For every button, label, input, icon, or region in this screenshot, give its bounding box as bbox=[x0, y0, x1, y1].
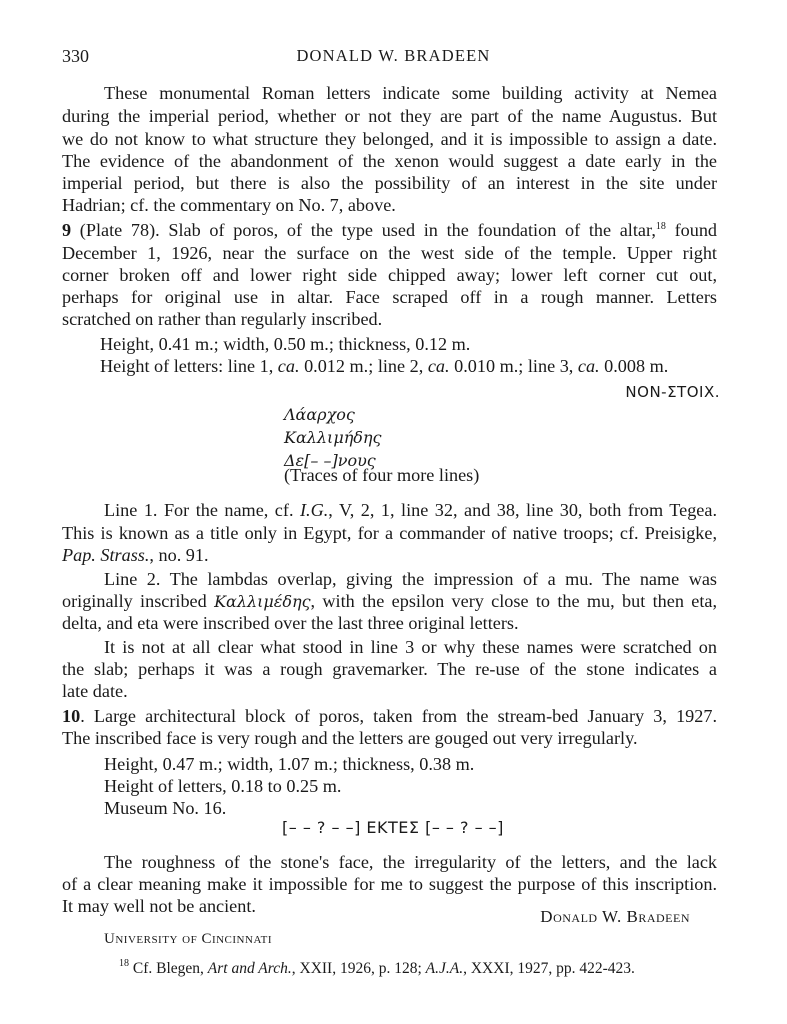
text-line: imperial period, but there is also the possibility of an interest in the site under bbox=[62, 173, 717, 193]
text-line: Hadrian; cf. the commentary on No. 7, above. bbox=[62, 195, 396, 215]
text-line bbox=[62, 221, 717, 239]
entry-text: found bbox=[665, 220, 718, 240]
text: Art and Arch. bbox=[207, 960, 292, 977]
text: Cf. Blegen, bbox=[129, 960, 208, 977]
text-line: of a clear meaning make it impossible for me to suggest the purpose of this inscription. bbox=[62, 874, 717, 894]
text: , XXII, 1926, p. 128; bbox=[291, 960, 426, 977]
text-line: we do not know to what structure they belonged, and it is impossible to assign a date. bbox=[62, 129, 717, 149]
text: ca. bbox=[277, 356, 300, 376]
text: , V, 2, 1, line 32, and 38, line 30, both from Tegea. bbox=[328, 500, 717, 520]
inscription-line: [– – ? – –] ΕΚΤΕΣ [– – ? – –] bbox=[282, 818, 504, 837]
text: 0.008 m. bbox=[599, 356, 669, 376]
text: 0.012 m.; line 2, bbox=[299, 356, 428, 376]
text-line bbox=[62, 592, 717, 610]
text: 0.010 m.; line 3, bbox=[449, 356, 578, 376]
text-line bbox=[104, 501, 717, 519]
text: , XXXI, 1927, pp. 422-423. bbox=[463, 960, 635, 977]
text-line: the slab; perhaps it was a rough gravemarker. The re-use of the stone indicates a bbox=[62, 659, 717, 679]
text-line: The inscribed face is very rough and the letters are gouged out very irregularly. bbox=[62, 728, 638, 748]
text: Pap. Strass. bbox=[62, 545, 150, 565]
text: . Large architectural block of poros, taken from the stream-bed January 3, 1927. bbox=[80, 706, 717, 726]
text-line: during the imperial period, whether or not they are part of the name Augustus. But bbox=[62, 106, 717, 126]
text-line: corner broken off and lower right side chipped away; lower left corner cut out, bbox=[62, 265, 717, 285]
text-line: December 1, 1926, near the surface on the west side of the temple. Upper right bbox=[62, 243, 717, 263]
text-line: delta, and eta were inscribed over the last three original letters. bbox=[62, 613, 519, 633]
text: ca. bbox=[427, 356, 450, 376]
inscription-line: Δε[– –]νους bbox=[284, 451, 376, 470]
text-line: perhaps for original use in altar. Face scraped off in a rough manner. Letters bbox=[62, 287, 717, 307]
entry-number: 10 bbox=[62, 706, 81, 726]
text: , with the epsilon very close to the mu, but then eta, bbox=[310, 591, 717, 611]
affiliation: University of Cincinnati bbox=[104, 931, 273, 947]
text-line: scratched on rather than regularly inscribed. bbox=[62, 309, 383, 329]
entry-number: 9 bbox=[62, 220, 72, 240]
footnote-mark: 18 bbox=[119, 958, 129, 969]
text-line: It is not at all clear what stood in line 3 or why these names were scratched on bbox=[104, 637, 717, 657]
letter-heights bbox=[100, 357, 668, 375]
text-line: The evidence of the abandonment of the xenon would suggest a date early in the bbox=[62, 151, 717, 171]
running-title: DONALD W. BRADEEN bbox=[296, 46, 491, 65]
text: originally inscribed bbox=[62, 591, 215, 611]
page-number: 330 bbox=[62, 46, 89, 66]
inscription-line: Λάαρχος bbox=[284, 405, 355, 424]
author-signature: Donald W. Bradeen bbox=[540, 907, 690, 926]
text-line: This is known as a title only in Egypt, for a commander of native troops; cf. Preisigke, bbox=[62, 523, 717, 543]
museum-number: Museum No. 16. bbox=[104, 798, 227, 818]
inscription-line: Καλλιμήδης bbox=[284, 428, 382, 447]
text: , no. 91. bbox=[149, 545, 209, 565]
footnote bbox=[119, 960, 635, 978]
text: Height of letters: line 1, bbox=[100, 356, 278, 376]
text: I.G. bbox=[299, 500, 329, 520]
stoichedon-note: NON-ΣΤΟΙΧ. bbox=[625, 383, 720, 401]
text: ca. bbox=[577, 356, 600, 376]
text-line: late date. bbox=[62, 681, 128, 701]
entry-text: (Plate 78). Slab of poros, of the type used in the foundation of the altar, bbox=[71, 220, 656, 240]
text-line bbox=[62, 707, 717, 725]
text: Line 1. For the name, cf. bbox=[104, 500, 300, 520]
text-line bbox=[62, 546, 209, 564]
text-line: These monumental Roman letters indicate some building activity at Nemea bbox=[104, 83, 717, 103]
footnote-ref: 18 bbox=[655, 221, 666, 232]
text-line: The roughness of the stone's face, the irregularity of the letters, and the lack bbox=[104, 852, 717, 872]
text-line: Line 2. The lambdas overlap, giving the impression of a mu. The name was bbox=[104, 569, 717, 589]
dimensions: Height, 0.41 m.; width, 0.50 m.; thickness, 0.12 m. bbox=[100, 334, 471, 354]
dimensions: Height, 0.47 m.; width, 1.07 m.; thickness, 0.38 m. bbox=[104, 754, 475, 774]
text-line: It may well not be ancient. bbox=[62, 896, 256, 916]
traces-note: (Traces of four more lines) bbox=[284, 465, 480, 485]
letter-heights: Height of letters, 0.18 to 0.25 m. bbox=[104, 776, 342, 796]
greek-name: Καλλιμέδης bbox=[214, 592, 311, 611]
text: A.J.A. bbox=[425, 960, 464, 977]
